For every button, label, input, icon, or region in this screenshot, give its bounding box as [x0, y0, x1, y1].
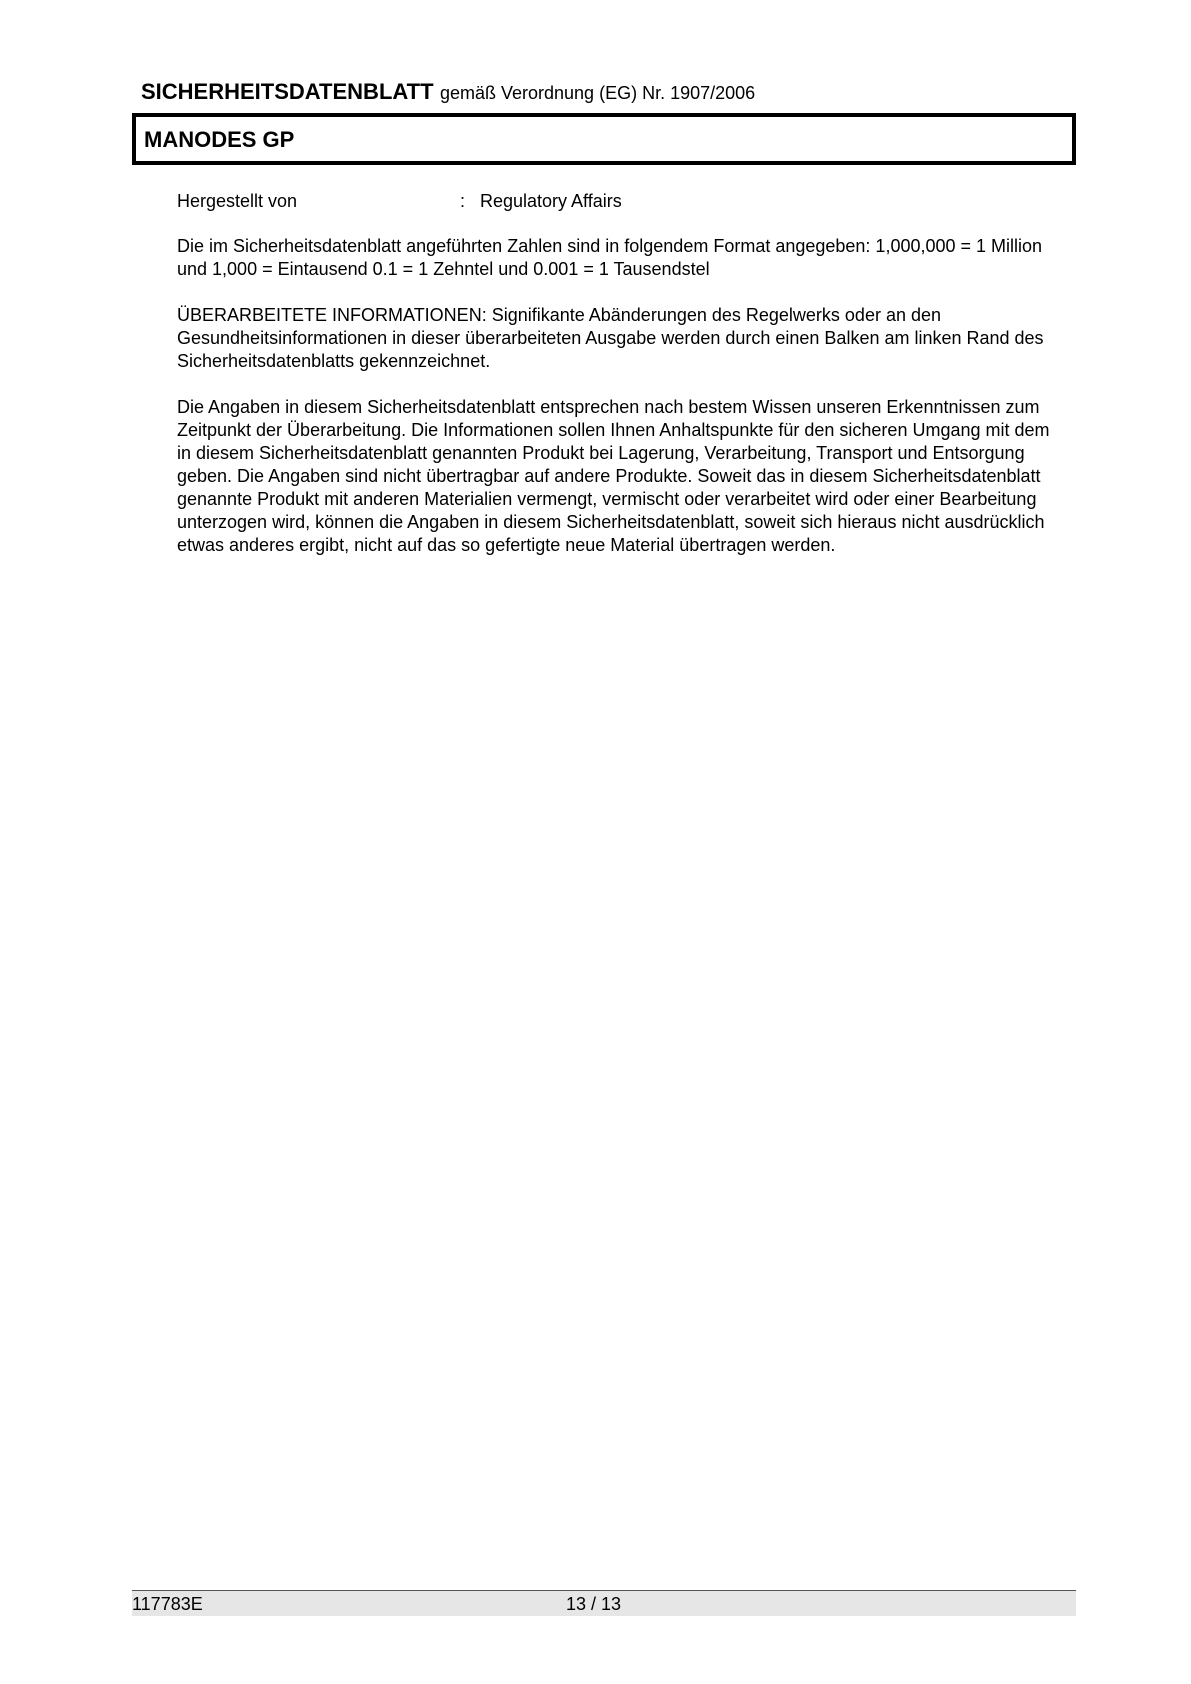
revised-information-paragraph: ÜBERARBEITETE INFORMATIONEN: Signifikante Abänderungen des Regelwerks oder an den Gesundheitsinformationen in dieser überarbeiteten Ausgabe werden durch einen Balken am linken Rand des Sicherheitsdatenblatts gekennzeichnet. [177, 305, 1044, 371]
document-body [177, 190, 1057, 580]
regulation-reference: gemäß Verordnung (EG) Nr. 1907/2006 [439, 83, 756, 103]
manufacturer-label: Hergestellt von [177, 191, 298, 211]
manufacturer-row [177, 190, 1057, 213]
number-format-paragraph: Die im Sicherheitsdatenblatt angeführten Zahlen sind in folgendem Format angegeben: 1,000,000 = 1 Million und 1,000 = Eintausend 0.1 = 1 Zehntel und 0.001 = 1 Tausendstel [177, 236, 1043, 279]
disclaimer-paragraph: Die Angaben in diesem Sicherheitsdatenblatt entsprechen nach bestem Wissen unseren Erkenntnissen zum Zeitpunkt der Überarbeitung. Die Informationen sollen Ihnen Anhaltspunkte für den sicheren Umgang mit dem in diesem Sicherheitsdatenblatt genannten Produkt bei Lagerung, Verarbeitung, Transport und Entsorgung geben. Die Angaben sind nicht übertragbar auf andere Produkte. Soweit das in diesem Sicherheitsdatenblatt genannte Produkt mit anderen Materialien vermengt, vermischt oder verarbeitet wird oder einer Bearbeitung unterzogen wird, können die Angaben in diesem Sicherheitsdatenblatt, soweit sich hieraus nicht ausdrücklich etwas anderes ergibt, nicht auf das so gefertigte neue Material übertragen werden. [177, 397, 1050, 555]
document-header [141, 79, 755, 105]
page-footer [132, 1590, 1076, 1616]
product-name-box [132, 113, 1076, 165]
document-number: 117783E [132, 1594, 203, 1614]
page-number: 13 / 13 [566, 1594, 622, 1614]
manufacturer-value: Regulatory Affairs [480, 191, 622, 211]
field-separator: : [460, 191, 466, 211]
product-name: MANODES GP [144, 127, 295, 152]
document-title: SICHERHEITSDATENBLATT [141, 79, 434, 104]
